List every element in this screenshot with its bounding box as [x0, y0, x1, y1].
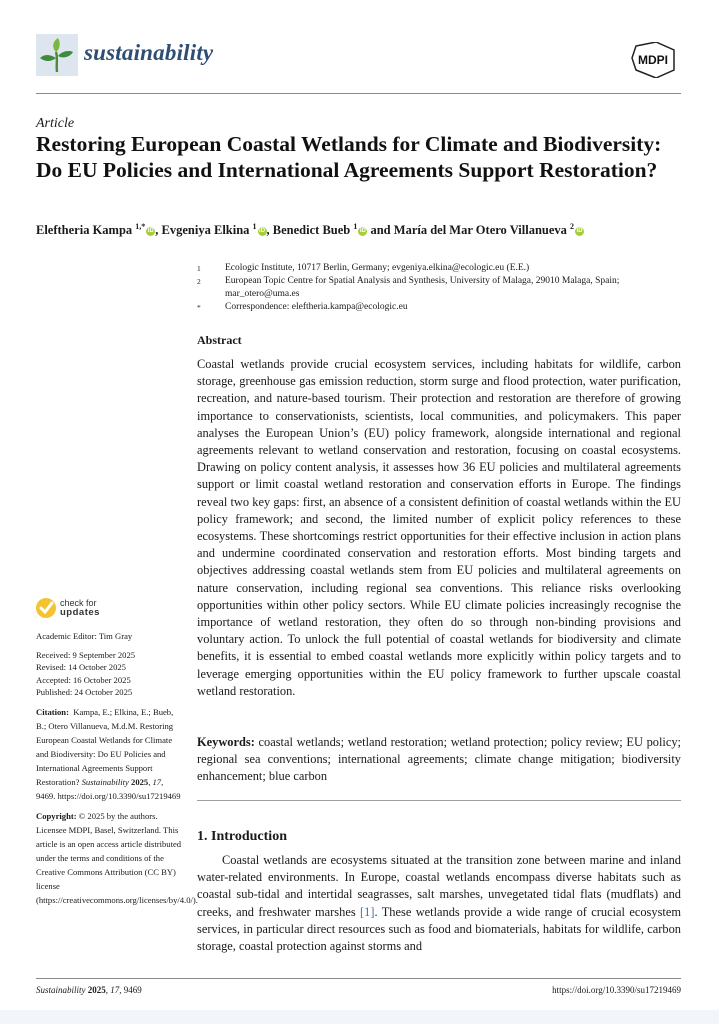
citation-label: Citation:	[36, 706, 69, 717]
affiliation-text: Ecologic Institute, 10717 Berlin, Germany; evgeniya.elkina@ecologic.eu (E.E.)	[225, 263, 530, 273]
abstract-text: Coastal wetlands provide crucial ecosystem services, including habitats for wildlife, carbon storage, greenhouse gas emission reduction, storm surge and flood protection, water purification, recreation, and nature-based tourism. Their protection and restoration are therefore of growing importance to conservationists, scientists, local communities, and policymakers. This paper analyses the European Union’s (EU) policy framework, alongside international and regional agreements relevant to wetland conservation and restoration, focusing on coastal ecosystems. Drawing on policy content analysis, it assesses how 36 EU policies and multilateral agreements support or limit coastal wetland restoration and conservation efforts in Europe. The findings reveal two key gaps: first, an absence of a consistent definition of coastal wetlands within the EU policy framework; and second, the limited number of explicit policy references to these ecosystems. These shortcomings restrict opportunities for their effective inclusion in action plans and undermine coordinated conservation and restoration efforts. Most binding targets and objectives addressing coastal wetlands stem from EU policies and multilateral agreements on nature conservation, including regional sea conventions. This reliance risks overlooking opportunities within other policy sectors. While EU climate policies increasingly recognise the importance of wetland restoration, they often do so through non-binding provisions and voluntary action. To unlock the full potential of coastal wetlands for biodiversity and climate benefits, it is essential to embed coastal wetlands more explicitly within policy targets and to leverage emerging opportunities within the EU policy framework to further upscale coastal wetland restoration.	[197, 357, 681, 698]
revised-date: Revised: 14 October 2025	[36, 662, 126, 673]
article-type: Article	[36, 116, 75, 131]
article-info-sidebar	[36, 630, 198, 907]
correspondence-text: Correspondence: eleftheria.kampa@ecologic.eu	[225, 302, 408, 312]
affiliation-item	[197, 262, 687, 275]
orcid-icon[interactable]: iD	[576, 228, 583, 234]
keywords-text: coastal wetlands; wetland restoration; wetland protection; policy review; EU policy; regional sea conventions; international agreements; climate change mitigation; biodiversity enhancement; blue carbon	[197, 735, 681, 784]
check-updates-label	[60, 599, 100, 618]
keywords	[197, 734, 681, 786]
author-affil: 1	[252, 222, 257, 231]
reference-link[interactable]: [1]	[360, 904, 375, 919]
check-updates-line2: updates	[60, 607, 100, 618]
journal-logo-icon	[36, 34, 78, 76]
page-bottom-band	[0, 1010, 719, 1024]
citation-year: 2025	[131, 776, 149, 787]
published-date: Published: 24 October 2025	[36, 687, 133, 698]
orcid-icon[interactable]: iD	[147, 228, 154, 234]
affiliation-item	[197, 301, 687, 314]
affiliation-text: European Topic Centre for Spatial Analysis and Synthesis, University of Malaga, 29010 Malaga, Spain; mar_otero@uma.es	[225, 276, 620, 299]
academic-editor: Academic Editor: Tim Gray	[36, 631, 133, 641]
author-separator: ,	[266, 223, 273, 237]
copyright-text: © 2025 by the authors. Licensee MDPI, Basel, Switzerland. This article is an open access article distributed under the terms and conditions of the Creative Commons Attribution (CC BY) license (https://creativecommons.org/licenses/by/4.0/).	[36, 810, 198, 905]
affiliations	[197, 262, 687, 314]
copyright-block	[36, 809, 198, 907]
section-heading-introduction: 1. Introduction	[197, 829, 287, 844]
intro-text-part: . These wetlands provide a wide range of crucial ecosystem services, in particular direct resources such as food and biomaterials, habitats for wildlife, carbon storage, coastal protection against storms and	[197, 904, 681, 954]
author-separator: ,	[155, 223, 162, 237]
author-name[interactable]: Evgeniya Elkina	[161, 223, 250, 237]
footer-volume: 17	[110, 985, 120, 995]
affiliation-mark: *	[197, 303, 201, 312]
introduction-text	[197, 852, 681, 955]
abstract-heading: Abstract	[197, 333, 242, 347]
footer-doi-link[interactable]: https://doi.org/10.3390/su17219469	[552, 985, 681, 995]
citation-journal: Sustainability	[81, 776, 129, 787]
intro-text-part: Coastal wetlands are ecosystems situated at the transition zone between marine and inland water-related environments. In Europe, coastal wetlands encompass diverse habitats such as coastal sub-tidal and intertidal seagrasses, salt marshes, unvegetated tidal flats (mudflats) and creeks, and freshwater marshes	[197, 853, 681, 919]
mdpi-logo	[626, 42, 680, 78]
affiliation-item	[197, 275, 687, 301]
author-affil: 1,*	[135, 222, 146, 231]
author-affil: 1	[353, 222, 358, 231]
keywords-label: Keywords:	[197, 735, 255, 749]
article-title: Restoring European Coastal Wetlands for Climate and Biodiversity: Do EU Policies and International Agreements Support Restoration?	[36, 132, 662, 182]
orcid-icon[interactable]: iD	[359, 228, 366, 234]
received-date: Received: 9 September 2025	[36, 649, 136, 660]
journal-name: sustainability	[84, 40, 214, 65]
affiliation-mark: 2	[197, 277, 201, 286]
citation-volume: 17	[152, 776, 162, 787]
footer-citation: Sustainability 2025, 17, 9469	[36, 985, 142, 995]
citation-block: Citation: Kampa, E.; Elkina, E.; Bueb, B.; Otero Villanueva, M.d.M. Restoring European Coastal Wetlands for Climate and Biodiversity: Do EU Policies and International Agreements Support Restoration? Sustainability 2025, 17, 9469. https://doi.org/10.3390/su17219469	[36, 706, 181, 801]
author-name[interactable]: María del Mar Otero Villanueva	[393, 223, 567, 237]
mdpi-logo-text: MDPI	[638, 53, 668, 67]
orcid-icon[interactable]: iD	[259, 228, 266, 234]
header-divider	[36, 93, 681, 94]
footer-journal: Sustainability	[36, 985, 86, 995]
author-affil: 2	[570, 222, 575, 231]
checkmark-icon	[36, 598, 56, 618]
author-name[interactable]: Eleftheria Kampa	[36, 223, 133, 237]
accepted-date: Accepted: 16 October 2025	[36, 674, 131, 685]
footer-divider	[36, 978, 681, 979]
copyright-label: Copyright:	[36, 810, 77, 821]
affiliation-mark: 1	[197, 264, 201, 273]
citation-doi[interactable]: , 9469. https://doi.org/10.3390/su17219469	[36, 776, 181, 801]
citation-text: Kampa, E.; Elkina, E.; Bueb, B.; Otero Villanueva, M.d.M. Restoring European Coastal Wetlands for Climate and Biodiversity: Do EU Policies and International Agreements Support Restoration?	[36, 706, 174, 787]
footer-article-number: , 9469	[119, 985, 142, 995]
section-divider	[197, 800, 681, 801]
author-name[interactable]: Benedict Bueb	[272, 223, 351, 237]
check-updates-line1: check for	[60, 597, 97, 608]
author-list	[36, 222, 584, 238]
author-and: and	[367, 223, 394, 237]
check-for-updates-button[interactable]	[36, 598, 100, 618]
footer-year: 2025	[87, 985, 106, 995]
